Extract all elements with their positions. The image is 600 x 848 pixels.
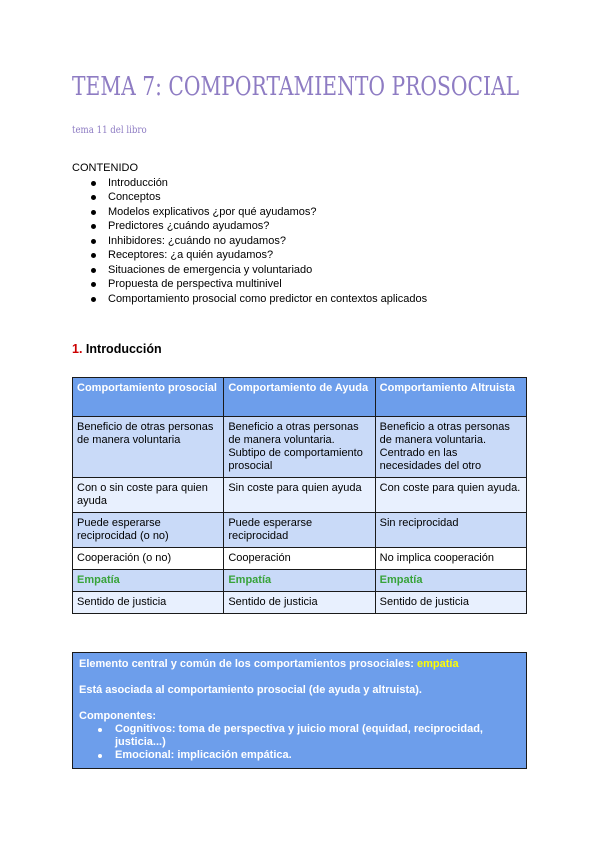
callout-components-heading: Componentes: — [79, 710, 156, 722]
table-header-row — [73, 378, 527, 417]
table-cell: Con coste para quien ayuda. — [375, 478, 526, 513]
table-cell: Sentido de justicia — [224, 592, 375, 614]
contents-item: Introducción — [108, 176, 427, 191]
callout-line: Está asociada al comportamiento prosocial (de ayuda y altruista). — [79, 684, 422, 696]
callout-line — [79, 658, 520, 671]
table-cell: Empatía — [375, 570, 526, 592]
table-row — [73, 592, 527, 614]
contents-item: Conceptos — [108, 190, 427, 205]
empathy-callout — [72, 652, 527, 769]
table-header-cell: Comportamiento de Ayuda — [224, 378, 375, 417]
page-title: TEMA 7: COMPORTAMIENTO PROSOCIAL — [72, 72, 520, 102]
contents-item: Inhibidores: ¿cuándo no ayudamos? — [108, 234, 427, 249]
callout-component-item: Emocional: implicación empática. — [115, 749, 520, 762]
table-cell: Beneficio a otras personas de manera voluntaria. Subtipo de comportamiento prosocial — [224, 417, 375, 478]
table-cell: Puede esperarse reciprocidad (o no) — [73, 513, 224, 548]
section-number: 1. — [72, 342, 83, 356]
contents-item: Predictores ¿cuándo ayudamos? — [108, 219, 427, 234]
table-row — [73, 548, 527, 570]
comparison-table — [72, 377, 527, 614]
page-subtitle: tema 11 del libro — [72, 124, 147, 136]
callout-text: Elemento central y común de los comportamientos prosociales: — [79, 658, 418, 670]
section-heading — [72, 342, 162, 356]
contents-item: Situaciones de emergencia y voluntariado — [108, 263, 427, 278]
callout-component-item: Cognitivos: toma de perspectiva y juicio moral (equidad, reciprocidad, justicia...) — [115, 723, 520, 749]
table-cell: Beneficio de otras personas de manera voluntaria — [73, 417, 224, 478]
contents-heading: CONTENIDO — [72, 162, 138, 174]
table-cell: No implica cooperación — [375, 548, 526, 570]
table-cell: Beneficio a otras personas de manera voluntaria. Centrado en las necesidades del otro — [375, 417, 526, 478]
contents-section — [72, 161, 427, 306]
table-cell: Sentido de justicia — [73, 592, 224, 614]
table-row — [73, 513, 527, 548]
table-row — [73, 570, 527, 592]
table-cell: Puede esperarse reciprocidad — [224, 513, 375, 548]
table-cell: Sin reciprocidad — [375, 513, 526, 548]
contents-item: Receptores: ¿a quién ayudamos? — [108, 248, 427, 263]
contents-list — [72, 176, 427, 307]
table-header-cell: Comportamiento Altruista — [375, 378, 526, 417]
table-cell: Sin coste para quien ayuda — [224, 478, 375, 513]
contents-item: Modelos explicativos ¿por qué ayudamos? — [108, 205, 427, 220]
callout-components-list — [79, 723, 520, 762]
table-row — [73, 417, 527, 478]
table-cell: Cooperación — [224, 548, 375, 570]
table-row — [73, 478, 527, 513]
contents-item: Propuesta de perspectiva multinivel — [108, 277, 427, 292]
table-cell: Empatía — [73, 570, 224, 592]
table-header-cell: Comportamiento prosocial — [73, 378, 224, 417]
table-cell: Empatía — [224, 570, 375, 592]
table-cell: Sentido de justicia — [375, 592, 526, 614]
section-title: Introducción — [85, 342, 162, 356]
table-cell: Con o sin coste para quien ayuda — [73, 478, 224, 513]
contents-item: Comportamiento prosocial como predictor en contextos aplicados — [108, 292, 428, 305]
callout-highlight: empatía — [417, 658, 459, 670]
table-cell: Cooperación (o no) — [73, 548, 224, 570]
